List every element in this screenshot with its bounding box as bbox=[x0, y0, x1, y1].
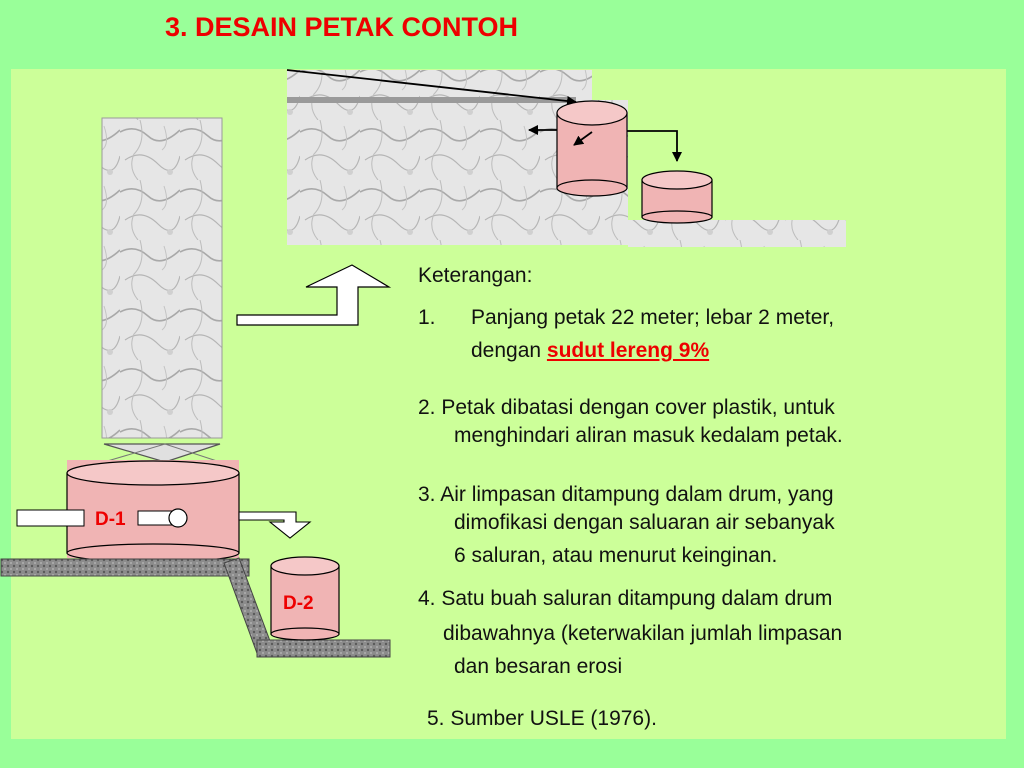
note-item-2-line1: 2. Petak dibatasi dengan cover plastik, untuk bbox=[418, 396, 835, 419]
note-item-1-line2 bbox=[471, 337, 709, 365]
note-item-3-line2: dimofikasi dengan saluaran air sebanyak bbox=[454, 511, 835, 534]
note-item-1-prefix: dengan bbox=[471, 339, 547, 362]
note-item-4-line1: 4. Satu buah saluran ditampung dalam drum bbox=[418, 587, 833, 610]
note-item-4-line2: dibawahnya (keterwakilan jumlah limpasan bbox=[443, 622, 843, 645]
slope-angle-highlight: sudut lereng 9% bbox=[546, 339, 710, 362]
note-item-3-line1: 3. Air limpasan ditampung dalam drum, yang bbox=[418, 483, 834, 506]
page-title: 3. DESAIN PETAK CONTOH bbox=[165, 12, 519, 42]
notes-heading: Keterangan: bbox=[418, 264, 533, 287]
note-item-5: 5. Sumber USLE (1976). bbox=[427, 707, 657, 730]
note-item-3-line3: 6 saluran, atau menurut keinginan. bbox=[454, 544, 778, 567]
note-item-4-line3: dan besaran erosi bbox=[454, 655, 623, 678]
note-item-1-line1: Panjang petak 22 meter; lebar 2 meter, bbox=[471, 306, 835, 329]
note-item-2-line2: menghindari aliran masuk kedalam petak. bbox=[454, 424, 843, 447]
note-item-1-number: 1. bbox=[418, 306, 436, 329]
drum-1-label: D-1 bbox=[95, 509, 126, 530]
drum-2-label: D-2 bbox=[283, 593, 314, 614]
